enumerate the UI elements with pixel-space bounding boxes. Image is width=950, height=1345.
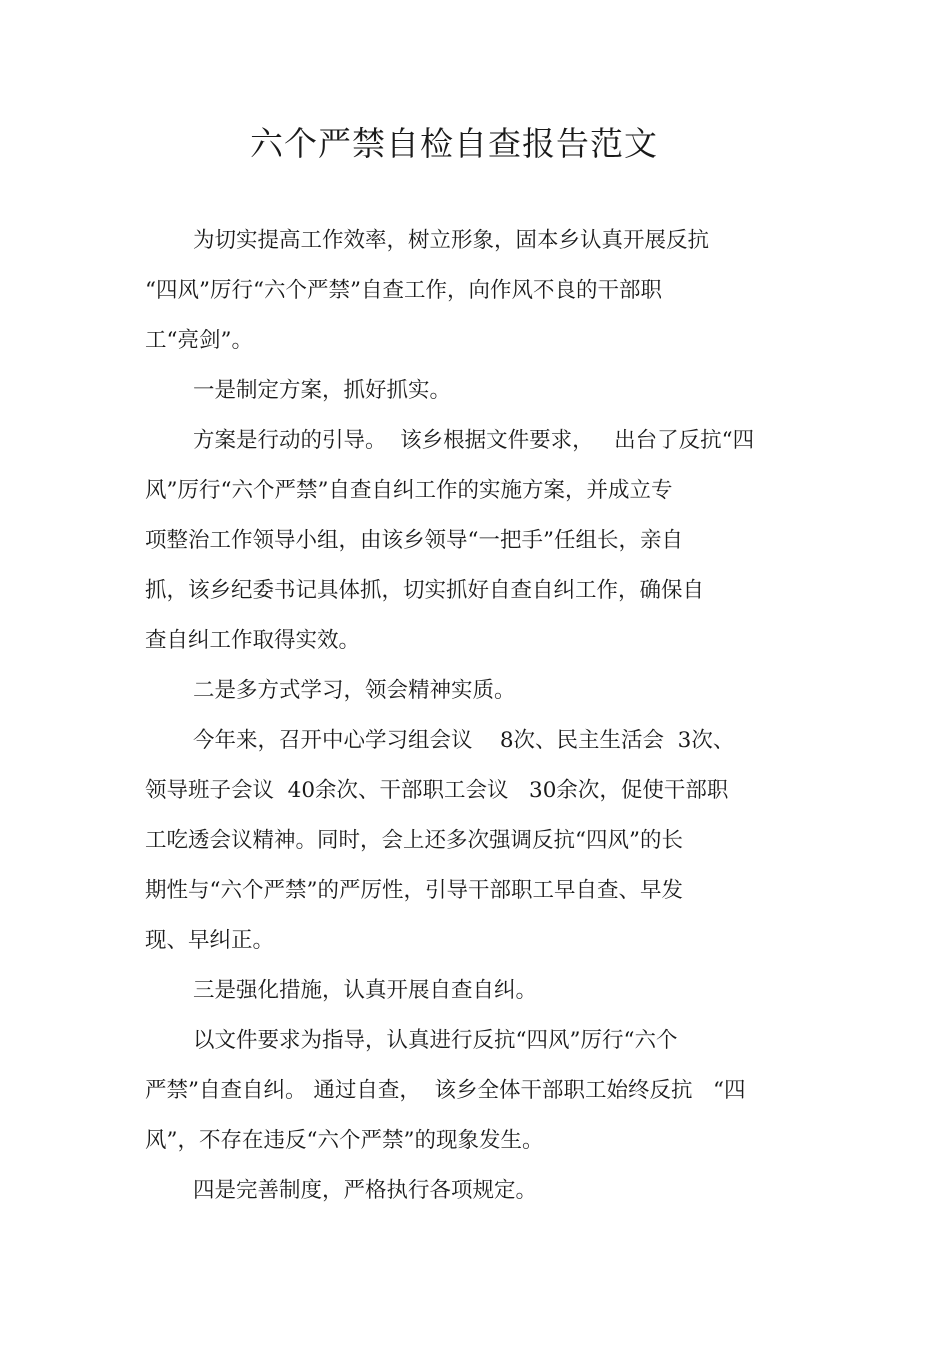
section-heading: 四是完善制度，严格执行各项规定。 [193,1178,538,1203]
paragraph-line: 今年来，召开中心学习组会议 8次、民主生活会 3次、 [193,728,735,753]
document-title: 六个严禁自检自查报告范文 [250,124,658,163]
paragraph-line: 工吃透会议精神。同时，会上还多次强调反抗“四风”的长 [145,828,683,853]
paragraph-line: “四风”厉行“六个严禁”自查工作，向作风不良的干部职 [145,278,662,303]
paragraph-line: 方案是行动的引导。 该乡根据文件要求， 出台了反抗“四 [193,428,755,453]
paragraph-line: 工“亮剑”。 [145,328,253,353]
paragraph-line: 领导班子会议 40余次、干部职工会议 30余次，促使干部职 [145,778,729,803]
paragraph-line: 项整治工作领导小组，由该乡领导“一把手”任组长，亲自 [145,528,683,553]
paragraph-line: 风”厉行“六个严禁”自查自纠工作的实施方案，并成立专 [145,478,673,503]
section-heading: 三是强化措施，认真开展自查自纠。 [193,978,538,1003]
paragraph-line: 严禁”自查自纠。 通过自查， 该乡全体干部职工始终反抗 “四 [145,1078,746,1103]
section-heading: 一是制定方案，抓好抓实。 [193,378,452,403]
paragraph-line: 抓，该乡纪委书记具体抓，切实抓好自查自纠工作，确保自 [145,578,705,603]
paragraph-line: 以文件要求为指导，认真进行反抗“四风”厉行“六个 [193,1028,678,1053]
paragraph-line: 为切实提高工作效率，树立形象，固本乡认真开展反抗 [193,228,710,253]
paragraph-line: 查自纠工作取得实效。 [145,628,361,653]
paragraph-line: 现、早纠正。 [145,928,275,953]
paragraph-line: 风”，不存在违反“六个严禁”的现象发生。 [145,1128,544,1153]
paragraph-line: 期性与“六个严禁”的严厉性，引导干部职工早自查、早发 [145,878,683,903]
section-heading: 二是多方式学习，领会精神实质。 [193,678,516,703]
